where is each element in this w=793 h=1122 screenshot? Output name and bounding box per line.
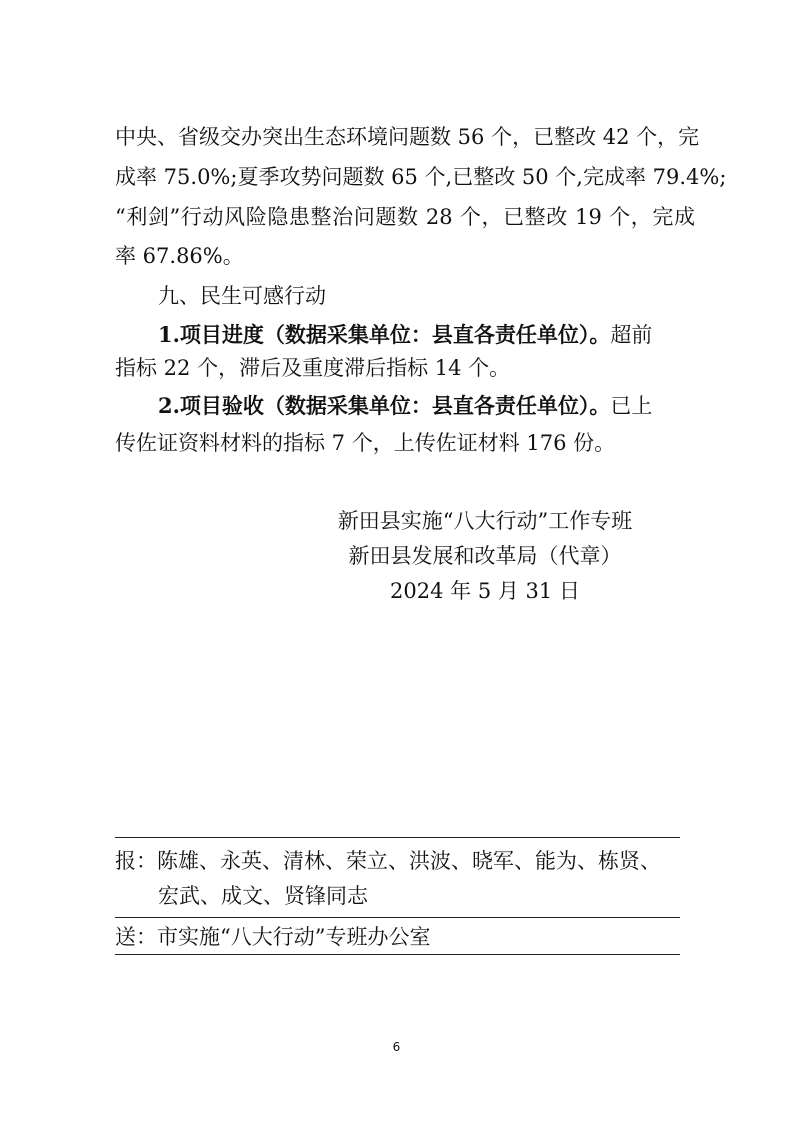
report-line-1: 报：陈雄、永英、清林、荣立、洪波、晓军、能为、栋贤、 bbox=[115, 849, 661, 873]
body-line-2: 成率 75.0%;夏季攻势问题数 65 个,已整改 50 个,完成率 79.4%; bbox=[115, 165, 727, 189]
section-heading: 九、民生可感行动 bbox=[158, 284, 326, 308]
item1-line-1 bbox=[158, 322, 695, 348]
divider-top bbox=[115, 837, 680, 838]
item2-line-2: 传佐证资料材料的指标 7 个，上传佐证材料 176 份。 bbox=[115, 431, 616, 455]
body-line-3: “利剑”行动风险隐患整治问题数 28 个，已整改 19 个，完成 bbox=[115, 205, 695, 229]
body-line-4: 率 67.86%。 bbox=[115, 244, 244, 268]
page-number: 6 bbox=[392, 1040, 401, 1054]
signature-org-2: 新田县发展和改革局（代章） bbox=[348, 544, 622, 568]
item2-line-1 bbox=[158, 393, 695, 419]
item1-text-first: 超前 bbox=[610, 323, 653, 347]
send-line: 送：市实施“八大行动”专班办公室 bbox=[115, 925, 431, 949]
signature-org-1: 新田县实施“八大行动”工作专班 bbox=[337, 509, 633, 533]
item1-line-2: 指标 22 个，滞后及重度滞后指标 14 个。 bbox=[115, 356, 511, 380]
item2-title: 2.项目验收（数据采集单位：县直各责任单位）。 bbox=[158, 393, 611, 418]
signature-date: 2024 年 5 月 31 日 bbox=[390, 579, 580, 603]
item2-text-first: 已上 bbox=[610, 394, 653, 418]
divider-bottom bbox=[115, 954, 680, 955]
item1-title: 1.项目进度（数据采集单位：县直各责任单位）。 bbox=[158, 322, 611, 347]
report-line-2: 宏武、成文、贤锋同志 bbox=[158, 884, 368, 908]
divider-middle bbox=[115, 917, 680, 918]
body-line-1: 中央、省级交办突出生态环境问题数 56 个，已整改 42 个，完 bbox=[115, 125, 700, 149]
